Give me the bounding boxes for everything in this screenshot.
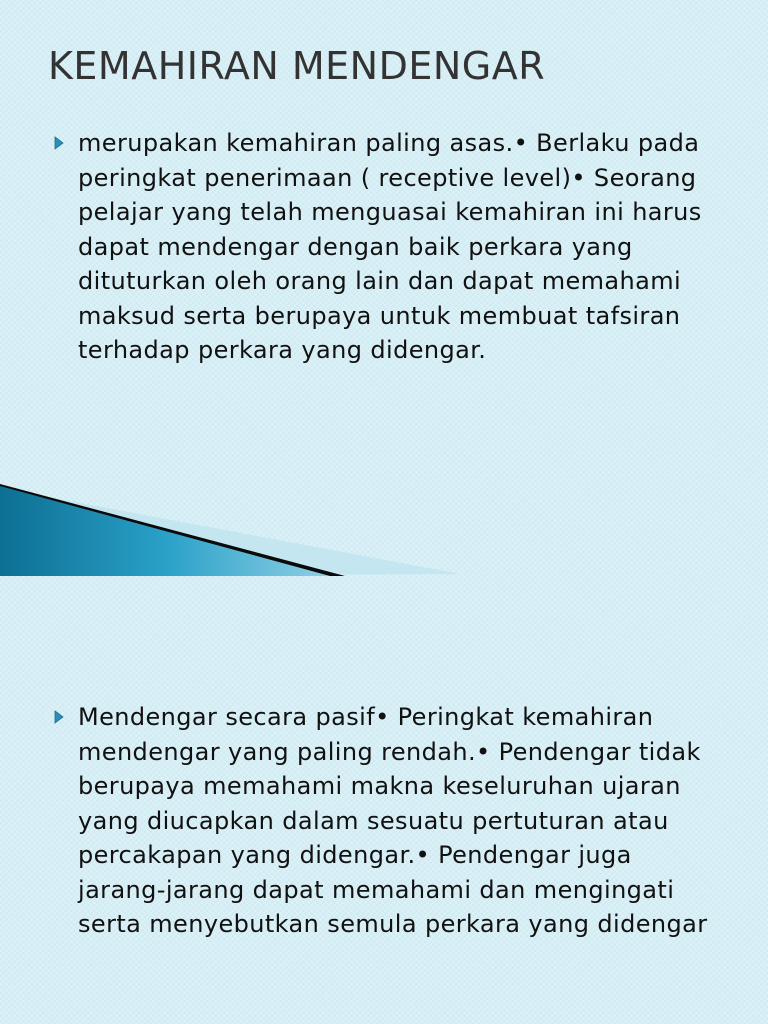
slide-title: KEMAHIRAN MENDENGAR — [48, 44, 546, 88]
slide-2 — [0, 512, 768, 1024]
bullet-item — [54, 700, 734, 942]
triangle-right-icon — [54, 126, 78, 160]
bullet-text: Mendengar secara pasif• Peringkat kemahiran mendengar yang paling rendah.• Pendengar tidak berupaya memahami makna keseluruhan ujaran yang diucapkan dalam sesuatu pertuturan atau percakapan yang didengar.• Pendengar juga jarang-jarang dapat memahami dan mengingati serta menyebutkan semula perkara yang didengar — [78, 703, 708, 938]
triangle-right-icon — [54, 700, 78, 734]
bullet-item — [54, 126, 734, 368]
bullet-text: merupakan kemahiran paling asas.• Berlaku pada peringkat penerimaan ( receptive level)• Seorang pelajar yang telah menguasai kemahiran ini harus dapat mendengar dengan baik perkara yang dituturkan oleh orang lain dan dapat memahami maksud serta berupaya untuk membuat tafsiran terhadap perkara yang didengar. — [78, 129, 702, 364]
